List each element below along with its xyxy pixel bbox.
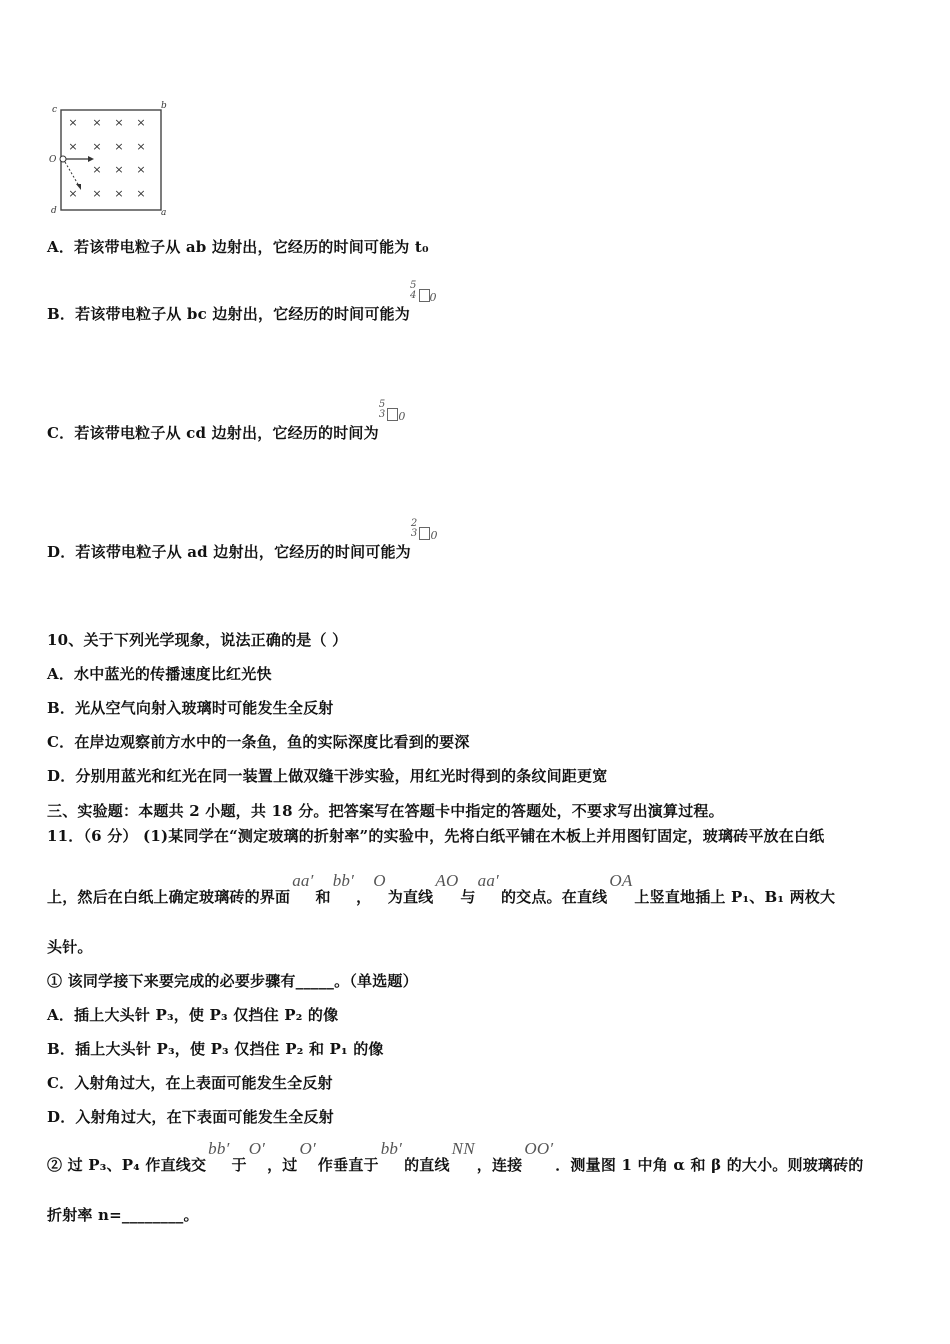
svg-text:×: ×	[68, 140, 78, 153]
fraction: 5 4	[409, 280, 417, 301]
t-placeholder-icon	[387, 408, 398, 421]
q11-option-a: A．插上大头针 P₃，使 P₃ 仅挡住 P₂ 的像	[47, 1006, 339, 1024]
svg-text:×: ×	[68, 187, 78, 200]
fraction: 5 3	[378, 399, 386, 420]
svg-text:×: ×	[68, 116, 78, 129]
q11-sub2: ② 过 P₃、P₄ 作直线交bb′于O′，过O′作垂直于bb′的直线NN，连接OO′．测量图 1 中角 α 和 β 的大小。则玻璃砖的	[47, 1139, 864, 1174]
q10-option-d: D．分别用蓝光和红光在同一装置上做双缝干涉实验，用红光时得到的条纹间距更宽	[47, 767, 608, 785]
q11-option-d: D．入射角过大，在下表面可能发生全反射	[47, 1108, 334, 1126]
svg-text:×: ×	[136, 116, 146, 129]
svg-text:×: ×	[92, 163, 102, 176]
label-a: a	[161, 208, 167, 218]
section-heading: 三、实验题：本题共 2 小题，共 18 分。把答案写在答题卡中指定的答题处，不要求写出演算过程。	[47, 802, 724, 820]
svg-text:×: ×	[136, 187, 146, 200]
q10-stem: 10、关于下列光学现象，说法正确的是（ ）	[47, 631, 348, 649]
q11-line3: 头针。	[47, 938, 93, 956]
q10-option-b: B．光从空气向射入玻璃时可能发生全反射	[47, 699, 334, 717]
label-o: O	[49, 155, 57, 165]
svg-text:×: ×	[114, 140, 124, 153]
q9-option-c: C．若该带电粒子从 cd 边射出，它经历的时间为 5 3 $^0$	[47, 399, 406, 442]
svg-text:×: ×	[114, 163, 124, 176]
q9-option-d: D．若该带电粒子从 ad 边射出，它经历的时间可能为 2 3 $^0$	[47, 518, 438, 561]
q11-line1: 11．（6 分） (1)某同学在“测定玻璃的折射率”的实验中，先将白纸平铺在木板上并用图钉固定，玻璃砖平放在白纸	[47, 827, 825, 845]
q10-option-a: A．水中蓝光的传播速度比红光快	[47, 665, 272, 683]
q9-option-a: A．若该带电粒子从 ab 边射出，它经历的时间可能为 t₀	[47, 238, 429, 256]
svg-text:×: ×	[136, 163, 146, 176]
q11-option-c: C．入射角过大，在上表面可能发生全反射	[47, 1074, 333, 1092]
t-placeholder-icon	[419, 289, 430, 302]
origin-point	[60, 156, 66, 162]
svg-text:×: ×	[114, 116, 124, 129]
q10-option-c: C．在岸边观察前方水中的一条鱼，鱼的实际深度比看到的要深	[47, 733, 470, 751]
svg-text:×: ×	[92, 116, 102, 129]
q11-line2: 上，然后在白纸上确定玻璃砖的界面aa′和bb′，O为直线AO与aa′的交点。在直线OA上竖直地插上 P₁、B₁ 两枚大	[47, 871, 836, 906]
t-placeholder-icon	[419, 527, 430, 540]
q9-option-b: B．若该带电粒子从 bc 边射出，它经历的时间可能为 5 4 $^0$	[47, 280, 437, 323]
label-c: c	[52, 105, 58, 115]
magnetic-field-figure	[44, 98, 174, 220]
velocity-arrowhead	[88, 156, 94, 162]
svg-text:×: ×	[114, 187, 124, 200]
svg-text:×: ×	[92, 140, 102, 153]
fraction: 2 3	[410, 518, 418, 539]
q11-answer-line: 折射率 n=________。	[47, 1206, 199, 1224]
label-b: b	[161, 101, 167, 111]
q11-option-b: B．插上大头针 P₃，使 P₃ 仅挡住 P₂ 和 P₁ 的像	[47, 1040, 384, 1058]
svg-text:×: ×	[92, 187, 102, 200]
svg-text:×: ×	[136, 140, 146, 153]
trajectory-dashed	[65, 162, 79, 186]
label-d: d	[51, 206, 57, 216]
q11-sub1: ① 该同学接下来要完成的必要步骤有_____。（单选题）	[47, 972, 418, 990]
